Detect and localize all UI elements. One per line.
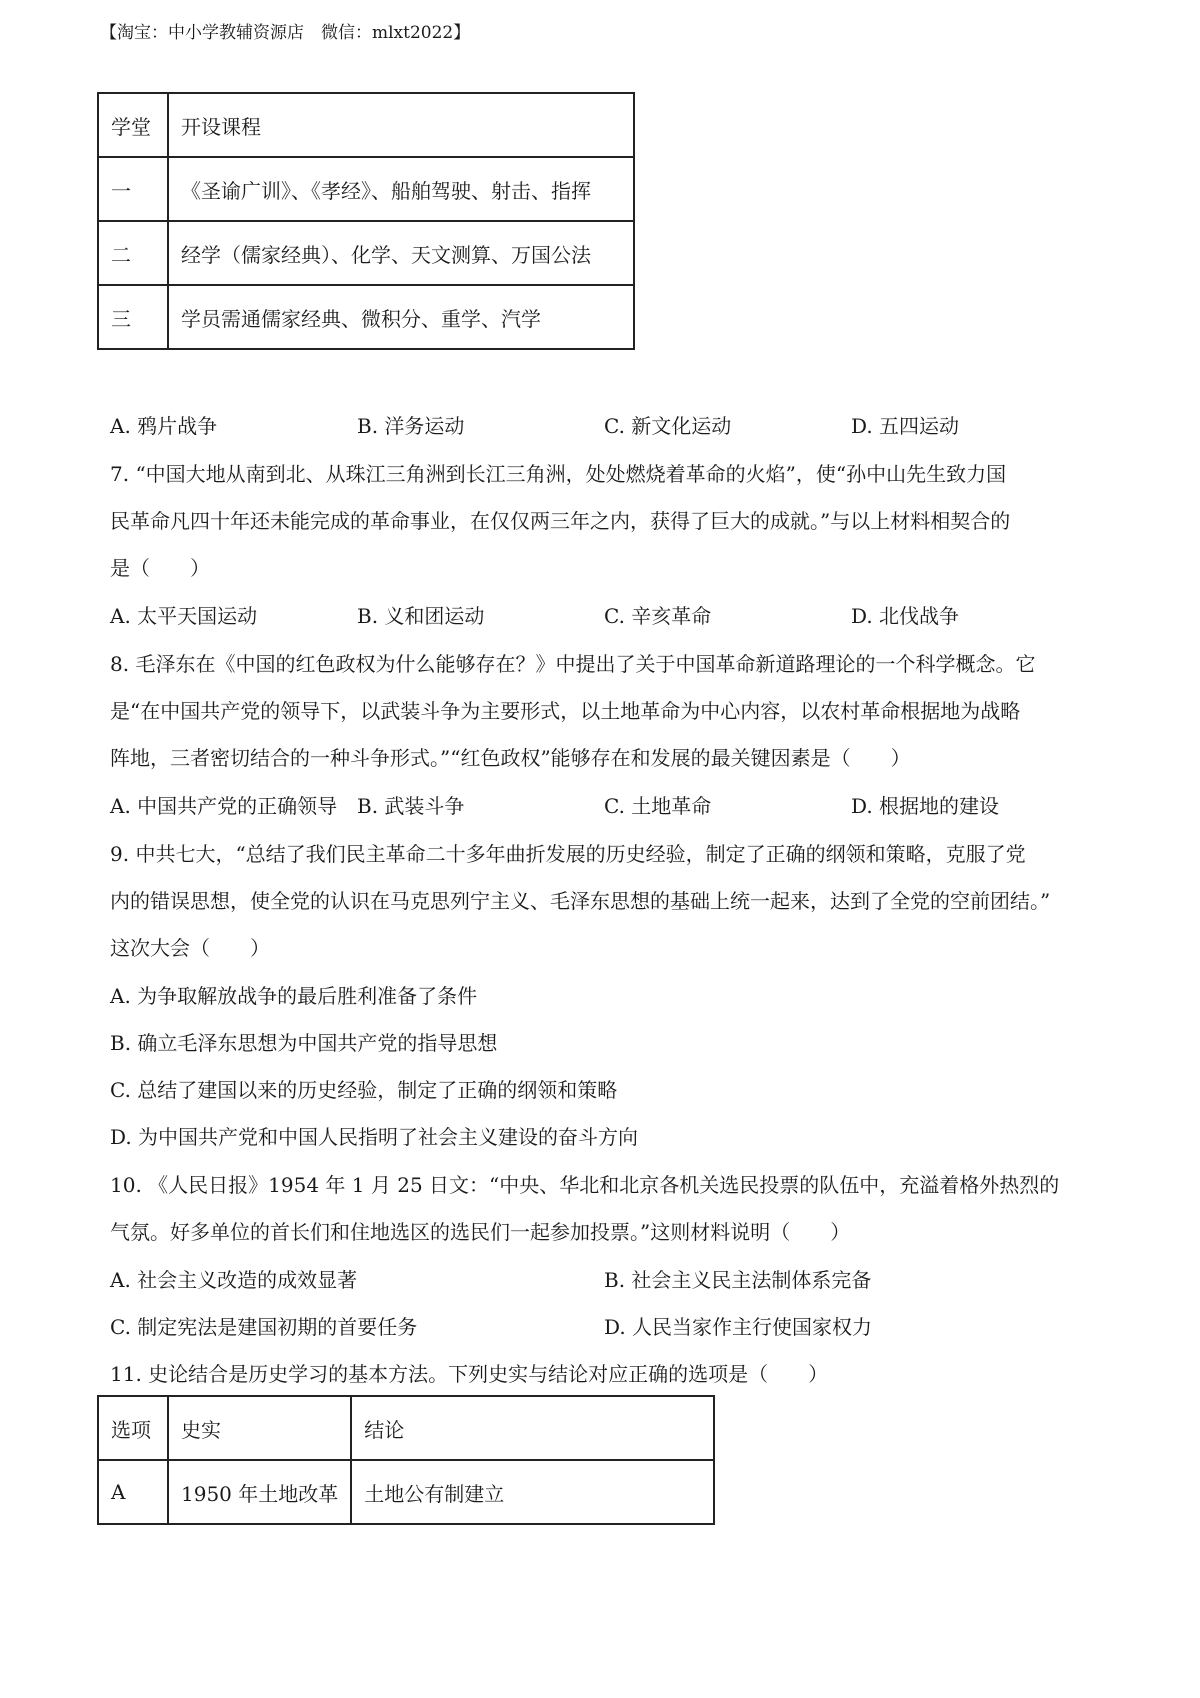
table-cell: 1950 年土地改革 [168,1460,351,1524]
table-row [98,221,634,285]
table-header-cell: 史实 [168,1396,351,1460]
table-row [98,285,634,349]
q8-option-c: C. 土地革命 [604,794,712,818]
q10-option-c: C. 制定宪法是建国初期的首要任务 [110,1315,418,1339]
table-cell: 一 [98,157,168,221]
q10-option-a: A. 社会主义改造的成效显著 [110,1268,358,1292]
q9-option-d: D. 为中国共产党和中国人民指明了社会主义建设的奋斗方向 [110,1125,639,1149]
q9-option-b: B. 确立毛泽东思想为中国共产党的指导思想 [110,1031,498,1055]
q10-option-d: D. 人民当家作主行使国家权力 [604,1315,873,1339]
q7-option-d: D. 北伐战争 [851,604,960,628]
q9-option-a: A. 为争取解放战争的最后胜利准备了条件 [110,984,478,1008]
table-header-cell: 开设课程 [168,93,634,157]
table-header-cell: 选项 [98,1396,168,1460]
q7-stem-line: 7. “中国大地从南到北、从珠江三角洲到长江三角洲，处处燃烧着革命的火焰”，使“孙中山先生致力国 [110,462,1007,486]
q6-option-a: A. 鸦片战争 [110,414,218,438]
q7-option-b: B. 义和团运动 [357,604,485,628]
table-cell: 学员需通儒家经典、微积分、重学、汽学 [168,285,634,349]
watermark-header: 【淘宝：中小学教辅资源店 微信：mlxt2022】 [100,23,471,43]
school-curriculum-table [97,92,635,350]
q6-option-d: D. 五四运动 [851,414,960,438]
q11-stem-line: 11. 史论结合是历史学习的基本方法。下列史实与结论对应正确的选项是（ ） [110,1362,829,1386]
table-cell: 土地公有制建立 [351,1460,714,1524]
q10-option-b: B. 社会主义民主法制体系完备 [604,1268,872,1292]
q10-stem-line: 气氛。好多单位的首长们和住地选区的选民们一起参加投票。”这则材料说明（ ） [110,1220,851,1244]
q6-option-c: C. 新文化运动 [604,414,732,438]
q8-stem-line: 阵地，三者密切结合的一种斗争形式。”“红色政权”能够存在和发展的最关键因素是（ ） [110,746,911,770]
table-cell: 经学（儒家经典）、化学、天文测算、万国公法 [168,221,634,285]
history-fact-conclusion-table [97,1395,715,1525]
q9-stem-line: 内的错误思想，使全党的认识在马克思列宁主义、毛泽东思想的基础上统一起来，达到了全党的空前团结。” [110,889,1051,913]
table-header-row [98,93,634,157]
q8-stem-line: 是“在中国共产党的领导下，以武装斗争为主要形式，以土地革命为中心内容，以农村革命根据地为战略 [110,699,1021,723]
table-row [98,157,634,221]
q8-option-d: D. 根据地的建设 [851,794,1000,818]
q7-stem-line: 是（ ） [110,556,210,580]
q7-stem-line: 民革命凡四十年还未能完成的革命事业，在仅仅两三年之内，获得了巨大的成就。”与以上材料相契合的 [110,509,1011,533]
table-cell: 《圣谕广训》、《孝经》、船舶驾驶、射击、指挥 [168,157,634,221]
q8-stem-line: 8. 毛泽东在《中国的红色政权为什么能够存在？》中提出了关于中国革命新道路理论的一个科学概念。它 [110,652,1036,676]
table-cell: 三 [98,285,168,349]
q7-option-c: C. 辛亥革命 [604,604,712,628]
table-cell: A [98,1460,168,1524]
q7-option-a: A. 太平天国运动 [110,604,258,628]
q6-option-b: B. 洋务运动 [357,414,465,438]
table-header-cell: 学堂 [98,93,168,157]
q8-option-a: A. 中国共产党的正确领导 [110,794,338,818]
q9-stem-line: 9. 中共七大，“总结了我们民主革命二十多年曲折发展的历史经验，制定了正确的纲领和策略，克服了党 [110,842,1026,866]
table-header-row [98,1396,714,1460]
q10-stem-line: 10. 《人民日报》1954 年 1 月 25 日文：“中央、华北和北京各机关选民投票的队伍中，充溢着格外热烈的 [110,1173,1060,1197]
q9-stem-line: 这次大会（ ） [110,936,270,960]
q8-option-b: B. 武装斗争 [357,794,465,818]
table-row [98,1460,714,1524]
table-header-cell: 结论 [351,1396,714,1460]
q9-option-c: C. 总结了建国以来的历史经验，制定了正确的纲领和策略 [110,1078,618,1102]
table-cell: 二 [98,221,168,285]
